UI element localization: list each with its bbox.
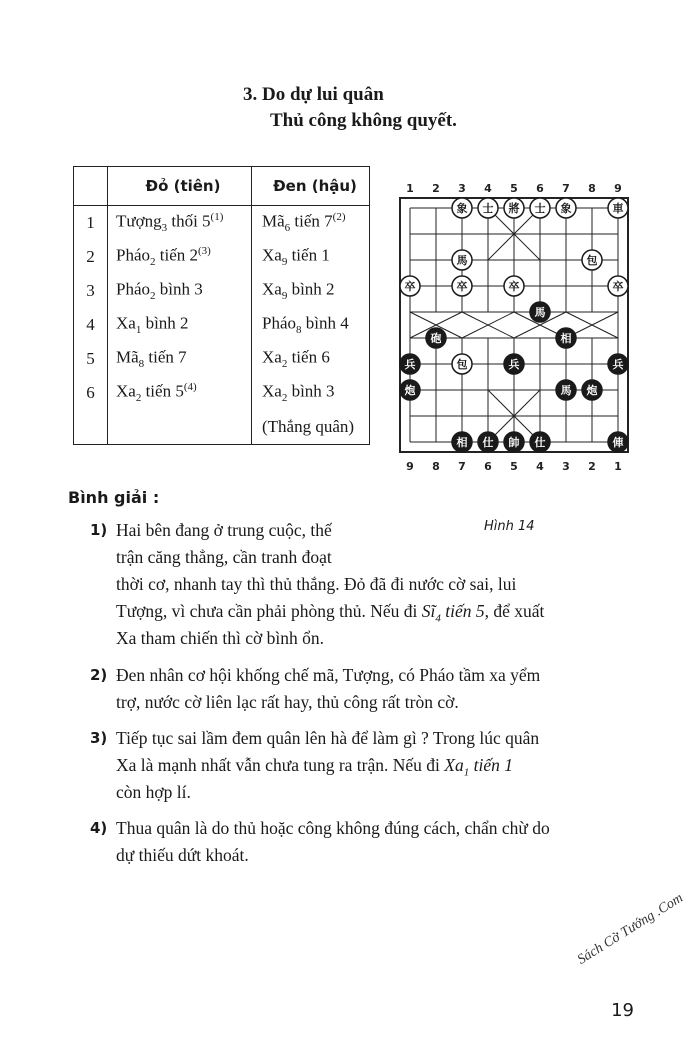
item-3-line-1: Tiếp tục sai lầm đem quân lên hà để làm gì ? Trong lúc quân bbox=[116, 728, 540, 748]
piece-glyph: 卒 bbox=[612, 281, 624, 293]
black-move: $Xa_2$ bình 3 bbox=[262, 382, 335, 405]
top-file-label: 1 bbox=[406, 182, 414, 195]
empty-cell bbox=[108, 410, 252, 445]
move-number: 1 bbox=[74, 206, 108, 241]
top-file-label: 8 bbox=[588, 182, 596, 195]
piece-glyph: 卒 bbox=[508, 281, 520, 293]
result-cell: (Thắng quân) bbox=[262, 417, 355, 436]
piece-glyph: 帥 bbox=[508, 437, 520, 449]
item-4-line-2: dự thiếu dứt khoát. bbox=[116, 845, 249, 865]
move-number: 3 bbox=[74, 274, 108, 308]
bottom-file-label: 3 bbox=[562, 460, 570, 473]
item-1-line-2: trận căng thẳng, cần tranh đoạt bbox=[116, 547, 332, 567]
piece-glyph: 炮 bbox=[586, 385, 598, 397]
table-row bbox=[74, 376, 370, 410]
move-number: 5 bbox=[74, 342, 108, 376]
piece-glyph: 炮 bbox=[404, 385, 416, 397]
bottom-file-label: 8 bbox=[432, 460, 440, 473]
header-red: Đỏ (tiên) bbox=[108, 167, 252, 206]
red-move: $Xa_2$ tiến 5$^{(4)}$ bbox=[108, 376, 252, 410]
black-move: $Xa_2$ tiến 6 bbox=[262, 348, 330, 371]
watermark-logo: Sách Cờ Tướng .Com bbox=[575, 890, 686, 968]
commentary-heading: Bình giải : bbox=[68, 488, 160, 507]
header-black: Đen (hậu) bbox=[252, 167, 370, 206]
xiangqi-board bbox=[395, 180, 645, 500]
bottom-file-label: 9 bbox=[406, 460, 414, 473]
bottom-file-label: 6 bbox=[484, 460, 492, 473]
item-4-line-1: Thua quân là do thủ hoặc công không đúng cách, chẩn chừ do bbox=[116, 818, 550, 838]
move-number: 6 bbox=[74, 376, 108, 410]
item-2-line-2: trợ, nước cờ liên lạc rất hay, thủ công rất tròn cờ. bbox=[116, 692, 459, 712]
table-row bbox=[74, 308, 370, 342]
black-move: $Xa_9$ tiến 1 bbox=[262, 246, 330, 269]
item-3-line-3: còn hợp lí. bbox=[116, 782, 191, 802]
piece-glyph: 象 bbox=[560, 203, 572, 215]
piece-glyph: 兵 bbox=[404, 359, 416, 371]
piece-glyph: 士 bbox=[482, 203, 494, 215]
top-file-label: 7 bbox=[562, 182, 570, 195]
top-file-label: 5 bbox=[510, 182, 518, 195]
table-row bbox=[74, 206, 370, 241]
table-row-result bbox=[74, 410, 370, 445]
header-num bbox=[74, 167, 108, 206]
piece-glyph: 卒 bbox=[456, 281, 468, 293]
piece-glyph: 兵 bbox=[508, 359, 520, 371]
piece-glyph: 馬 bbox=[560, 385, 572, 397]
figure-caption: Hình 14 bbox=[484, 519, 535, 534]
item-2-line-1: Đen nhân cơ hội khống chế mã, Tượng, có Pháo tầm xa yểm bbox=[116, 665, 541, 685]
red-move: Pháo$_2$ tiến 2$^{(3)}$ bbox=[108, 240, 252, 274]
piece-glyph: 仕 bbox=[534, 437, 546, 449]
red-move: $Mã_8$ tiến 7 bbox=[108, 342, 252, 376]
table-row bbox=[74, 274, 370, 308]
piece-glyph: 包 bbox=[456, 359, 468, 371]
table-row bbox=[74, 240, 370, 274]
red-move: Tượng$_3$ thối 5$^{(1)}$ bbox=[108, 206, 252, 241]
piece-glyph: 車 bbox=[612, 203, 624, 215]
item-3-line-2: Xa là mạnh nhất vẫn chưa tung ra trận. Nếu đi $Xa_1$ tiến 1 bbox=[116, 755, 513, 779]
item-1-line-3: thời cơ, nhanh tay thì thủ thắng. Đỏ đã đi nước cờ sai, lui bbox=[116, 574, 517, 594]
piece-glyph: 馬 bbox=[456, 255, 468, 267]
piece-glyph: 兵 bbox=[612, 359, 624, 371]
piece-glyph: 馬 bbox=[534, 307, 546, 319]
item-number-3: 3) bbox=[90, 729, 108, 747]
piece-glyph: 包 bbox=[586, 255, 598, 267]
top-file-label: 6 bbox=[536, 182, 544, 195]
section-subtitle: Thủ công không quyết. bbox=[270, 110, 457, 131]
black-move: $Mã_6$ tiến 7$^{(2)}$ bbox=[262, 211, 346, 235]
piece-glyph: 將 bbox=[508, 203, 520, 215]
bottom-file-label: 1 bbox=[614, 460, 622, 473]
top-file-label: 2 bbox=[432, 182, 440, 195]
piece-glyph: 砲 bbox=[430, 333, 442, 345]
piece-glyph: 卒 bbox=[404, 281, 416, 293]
piece-glyph: 仕 bbox=[482, 437, 494, 449]
item-number-2: 2) bbox=[90, 666, 108, 684]
moves-table bbox=[73, 166, 370, 445]
move-number: 2 bbox=[74, 240, 108, 274]
move-number: 4 bbox=[74, 308, 108, 342]
top-file-label: 4 bbox=[484, 182, 492, 195]
black-move: $Xa_9$ bình 2 bbox=[262, 280, 335, 303]
red-move: $Xa_1$ bình 2 bbox=[108, 308, 252, 342]
item-1-line-1: Hai bên đang ở trung cuộc, thế bbox=[116, 520, 332, 540]
section-title: 3. Do dự lui quân bbox=[243, 84, 384, 105]
piece-glyph: 相 bbox=[456, 437, 468, 449]
piece-glyph: 俥 bbox=[612, 437, 624, 449]
bottom-file-label: 2 bbox=[588, 460, 596, 473]
table-row bbox=[74, 342, 370, 376]
red-move: Pháo$_2$ bình 3 bbox=[108, 274, 252, 308]
bottom-file-label: 5 bbox=[510, 460, 518, 473]
top-file-label: 9 bbox=[614, 182, 622, 195]
empty-cell bbox=[74, 410, 108, 445]
black-move: Pháo$_8$ bình 4 bbox=[262, 314, 349, 337]
item-1-line-5: Xa tham chiến thì cờ bình ổn. bbox=[116, 628, 325, 648]
piece-glyph: 士 bbox=[534, 203, 546, 215]
piece-glyph: 相 bbox=[560, 333, 572, 345]
page-number: 19 bbox=[611, 1000, 634, 1021]
item-number-4: 4) bbox=[90, 819, 108, 837]
item-number-1: 1) bbox=[90, 521, 108, 539]
bottom-file-label: 7 bbox=[458, 460, 466, 473]
bottom-file-label: 4 bbox=[536, 460, 544, 473]
top-file-label: 3 bbox=[458, 182, 466, 195]
table-header-row bbox=[74, 167, 370, 206]
item-1-line-4: Tượng, vì chưa cần phải phòng thủ. Nếu đi $Sĩ_4$ tiến 5, để xuất bbox=[116, 601, 545, 625]
piece-glyph: 象 bbox=[456, 203, 468, 215]
